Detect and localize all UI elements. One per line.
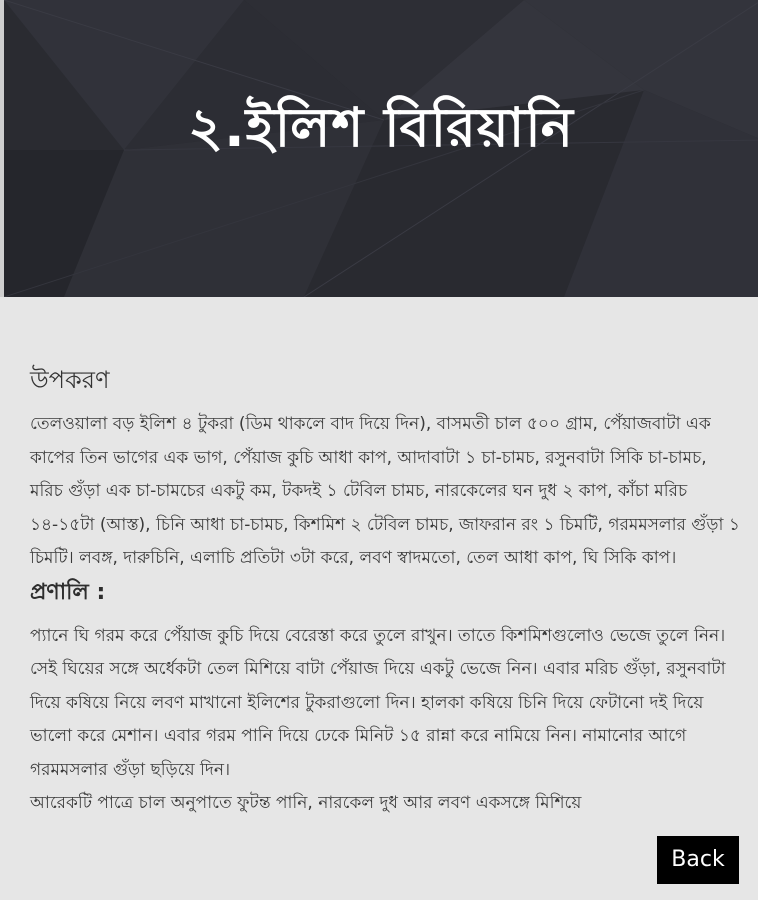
header-banner — [0, 0, 758, 297]
ingredients-heading: উপকরণ — [30, 366, 110, 394]
ingredients-text: তেলওয়ালা বড় ইলিশ ৪ টুকরা (ডিম থাকলে বাদ দিয়ে দিন), বাসমতী চাল ৫০০ গ্রাম, পেঁয়াজবাটা এক কাপের তিন ভাগের এক ভাগ, পেঁয়াজ কুচি আধা কাপ, আদাবাটা ১ চা-চামচ, রসুনবাটা সিকি চা-চামচ, মরিচ গুঁড়া এক চা-চামচের একটু কম, টকদই ১ টেবিল চামচ, নারকেলের ঘন দুধ ২ কাপ, কাঁচা মরিচ ১৪-১৫টা (আস্ত), চিনি আধা চা-চামচ, কিশমিশ ২ টেবিল চামচ, জাফরান রং ১ চিমটি, গরমমসলার গুঁড়া ১ চিমটি। লবঙ্গ, দারুচিনি, এলাচি প্রতিটা ৩টা করে, লবণ স্বাদমতো, তেল আধা কাপ, ঘি সিকি কাপ। — [30, 414, 740, 568]
back-button[interactable]: Back — [657, 836, 739, 884]
method-heading: প্রণালি : — [30, 579, 106, 605]
recipe-content — [30, 358, 742, 821]
page-title: ২.ইলিশ বিরিয়ানি — [188, 96, 574, 159]
method-paragraph: আরেকটি পাত্রে চাল অনুপাতে ফুটন্ত পানি, নারকেল দুধ আর লবণ একসঙ্গে মিশিয়ে — [30, 793, 582, 813]
method-paragraph: প্যানে ঘি গরম করে পেঁয়াজ কুচি দিয়ে বেরেস্তা করে তুলে রাখুন। তাতে কিশমিশগুলোও ভেজে তুলে নিন। সেই ঘিয়ের সঙ্গে অর্ধেকটা তেল মিশিয়ে বাটা পেঁয়াজ দিয়ে একটু ভেজে নিন। এবার মরিচ গুঁড়া, রসুনবাটা দিয়ে কষিয়ে নিয়ে লবণ মাখানো ইলিশের টুকরাগুলো দিন। হালকা কষিয়ে চিনি দিয়ে ফেটানো দই দিয়ে ভালো করে মেশান। এবার গরম পানি দিয়ে ঢেকে মিনিট ১৫ রান্না করে নামিয়ে নিন। নামানোর আগে গরমমসলার গুঁড়া ছড়িয়ে দিন। — [30, 625, 726, 780]
